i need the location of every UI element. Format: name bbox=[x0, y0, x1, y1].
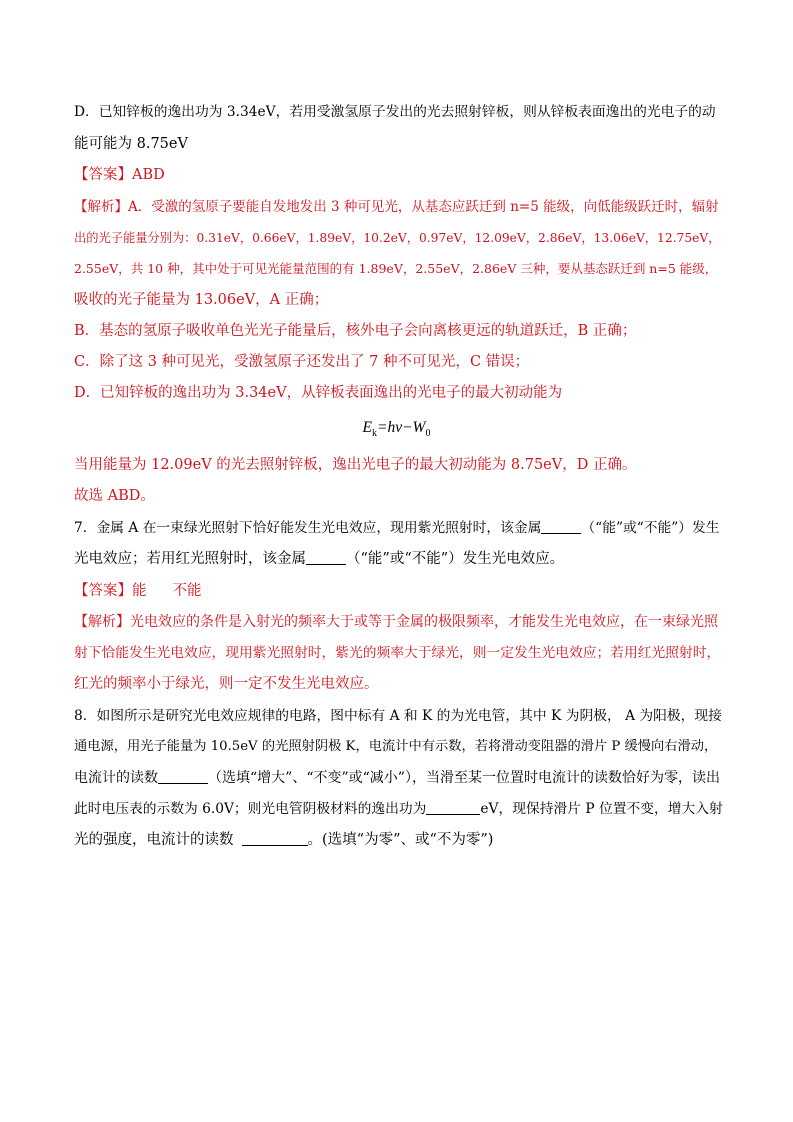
q7-blank-1[interactable] bbox=[541, 519, 581, 534]
q7-text: 7．金属 A 在一束绿光照射下恰好能发生光电效应，现用紫光照射时，该金属 bbox=[74, 520, 542, 536]
q8-line3 bbox=[74, 768, 720, 788]
q8-text: 电流计的读数 bbox=[74, 770, 158, 786]
q7-blank-2[interactable] bbox=[306, 550, 346, 565]
q6-analysis-line: 吸收的光子能量为 13.06eV，A 正确； bbox=[74, 292, 329, 308]
q7-answer-1: 能 bbox=[132, 583, 147, 599]
q7-text: （“能”或“不能”）发生光电效应。 bbox=[346, 551, 565, 567]
q6-answer: 【答案】ABD bbox=[74, 167, 165, 183]
q8-text: （选填“增大”、“不变”或“减小”），当滑至某一位置时电流计的读数恰好为零，读出 bbox=[208, 770, 720, 786]
q6-analysis-line: C．除了这 3 种可见光，受激氢原子还发出了 7 种不可见光，C 错误； bbox=[74, 354, 530, 370]
q6-option-d-line2: 能可能为 8.75eV bbox=[74, 136, 188, 152]
q8-text: 此时电压表的示数为 6.0V；则光电管阴极材料的逸出功为 bbox=[74, 801, 427, 817]
q8-text: 光的强度，电流计的读数 bbox=[74, 832, 234, 848]
q7-analysis-line: 射下恰能发生光电效应，现用紫光照射时，紫光的频率大于绿光，则一定发生光电效应；若用红光照射时， bbox=[74, 645, 721, 661]
q7-analysis-line: 红光的频率小于绿光，则一定不发生光电效应。 bbox=[74, 676, 379, 692]
q8-text: eV，现保持滑片 P 位置不变，增大入射 bbox=[480, 801, 723, 817]
equation-rhs-sub: 0 bbox=[425, 428, 431, 440]
q8-line2: 通电源，用光子能量为 10.5eV 的光照射阴极 K，电流计中有示数，若将滑动变阻器的滑片 P 缓慢向右滑动， bbox=[74, 739, 718, 754]
q8-blank-1[interactable] bbox=[158, 769, 208, 784]
q7-answer bbox=[74, 581, 202, 601]
q7-analysis-line: 【解析】光电效应的条件是入射光的频率大于或等于金属的极限频率，才能发生光电效应，在一束绿光照 bbox=[74, 614, 718, 630]
q6-analysis-after: 故选 ABD。 bbox=[74, 488, 155, 504]
q6-analysis-line: 【解析】A．受激的氢原子要能自发地发出 3 种可见光，从基态应跃迁到 n=5 能级，向低能级跃迁时，辐射 bbox=[74, 199, 719, 215]
q8-line4 bbox=[74, 799, 723, 819]
q7-text: 光电效应；若用红光照射时，该金属 bbox=[74, 551, 306, 567]
q7-answer-label: 【答案】 bbox=[74, 583, 132, 599]
q7-answer-2: 不能 bbox=[172, 583, 202, 599]
q6-analysis-line: 出的光子能量分别为：0.31eV，0.66eV，1.89eV，10.2eV，0.97eV，12.09eV，2.86eV，13.06eV，12.75eV， bbox=[74, 231, 721, 245]
equation-lhs: E bbox=[362, 419, 372, 436]
q8-blank-2[interactable] bbox=[426, 800, 480, 815]
q8-line1: 8．如图所示是研究光电效应规律的电路，图中标有 A 和 K 的为光电管，其中 K 为阴极， A 为阳极，现接 bbox=[74, 708, 722, 724]
q6-option-d-line1: D．已知锌板的逸出功为 3.34eV，若用受激氢原子发出的光去照射锌板，则从锌板表面逸出的光电子的动 bbox=[74, 104, 716, 120]
q6-analysis-line: 2.55eV，共 10 种，其中处于可见光能量范围的有 1.89eV，2.55eV，2.86eV 三种，要从基态跃迁到 n=5 能级， bbox=[74, 261, 718, 276]
equation-rhs: =hν−W bbox=[377, 419, 426, 436]
q8-line5 bbox=[74, 830, 493, 850]
q7-text: （“能”或“不能”）发生 bbox=[581, 520, 720, 536]
q7-line2 bbox=[74, 549, 564, 569]
q6-analysis-line: D．已知锌板的逸出功为 3.34eV，从锌板表面逸出的光电子的最大初动能为 bbox=[74, 385, 563, 401]
photoelectric-equation bbox=[0, 418, 793, 444]
equation-lhs-sub: k bbox=[372, 428, 377, 440]
q6-analysis-after: 当用能量为 12.09eV 的光去照射锌板，逸出光电子的最大初动能为 8.75eV，D 正确。 bbox=[74, 457, 637, 473]
q8-blank-3[interactable] bbox=[242, 831, 308, 846]
q7-line1 bbox=[74, 518, 720, 538]
q6-analysis-line: B．基态的氢原子吸收单色光光子能量后，核外电子会向离核更远的轨道跃迁，B 正确； bbox=[74, 323, 637, 339]
q8-text: 。(选填“为零”、或“不为零”) bbox=[307, 832, 494, 848]
